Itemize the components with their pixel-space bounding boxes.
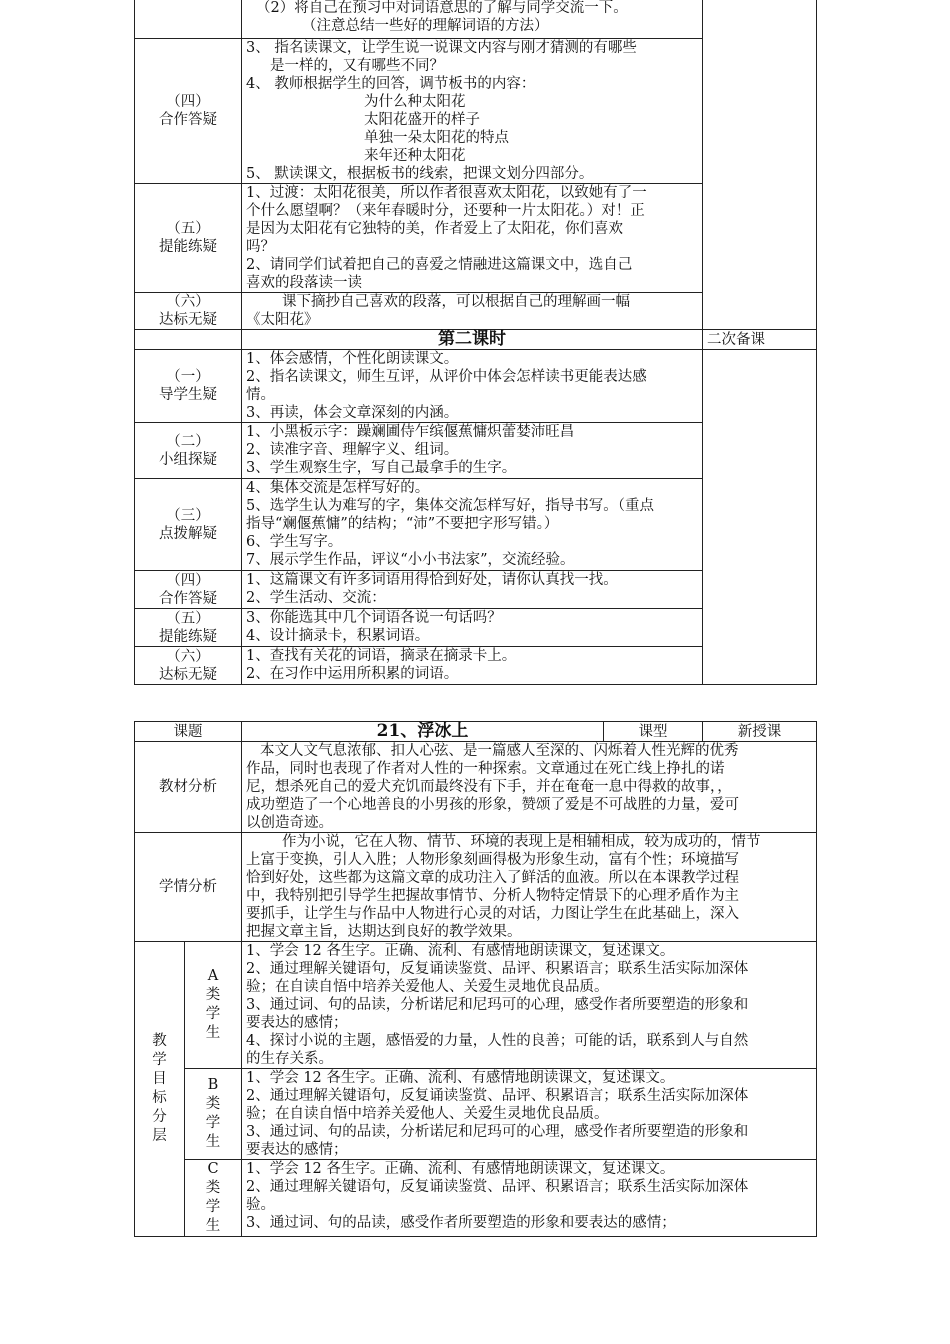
text-line: 太阳花盛开的样子 xyxy=(364,112,480,128)
text-line: 2、指名读课文，师生互评，从评价中体会怎样读书更能表达感 xyxy=(246,369,647,385)
text-line: 1、查找有关花的词语，摘录在摘录卡上。 xyxy=(246,648,517,664)
side-cell xyxy=(703,350,817,685)
text-line: 的生存关系。 xyxy=(246,1051,333,1067)
text-line: 4、 教师根据学生的回答，调节板书的内容： xyxy=(246,76,536,92)
text-line: 成功塑造了一个心地善良的小男孩的形象，赞颂了爱是不可战胜的力量，爱可 xyxy=(246,797,739,813)
text-line: 单独一朵太阳花的特点 xyxy=(364,130,509,146)
group-content-b xyxy=(242,1069,817,1160)
text-line: 5、选学生认为难写的字，集体交流怎样写好，指导书写。（重点 xyxy=(246,498,654,514)
step-name: 点拨解疑 xyxy=(159,525,217,542)
step-row xyxy=(135,350,817,423)
step-name: 导学生疑 xyxy=(159,387,217,403)
text-line: 1、过渡：太阳花很美，所以作者很喜欢太阳花，以致她有了一 xyxy=(246,185,647,201)
text-line: 2、通过理解关键语句，反复诵读鉴赏、品评、积累语言；联系生活实际加深体 xyxy=(246,1088,749,1104)
topic-title: 21、浮冰上 xyxy=(242,722,604,742)
step-name: 合作答疑 xyxy=(159,112,217,128)
step-num: （一） xyxy=(166,369,210,385)
text-line: 3、你能选其中几个词语各说一句话吗？ xyxy=(246,610,502,626)
text-line: 是一样的，又有哪些不同？ xyxy=(270,58,444,74)
text-line: （2）将自己在预习中对词语意思的了解与同学交流一下。 xyxy=(256,0,628,16)
text-line: 上富于变换，引人入胜；人物形象刻画得极为形象生动，富有个性；环境描写 xyxy=(246,852,739,868)
text-line: 尼，想杀死自己的爱犬充饥而最终没有下手，并在奄奄一息中得救的故事，， xyxy=(246,779,732,795)
text-line: 5、 默读课文，根据板书的线索，把课文划分四部分。 xyxy=(246,166,594,182)
step-content xyxy=(242,184,703,293)
text-line: 个什么愿望啊？（来年春暖时分，还要种一片太阳花。）对！正 xyxy=(246,203,645,219)
lesson-header-row xyxy=(135,330,817,350)
text-line: 1、小黑板示字：躁斓圃侍乍缤偃蕉慵炽蕾婪沛旺昌 xyxy=(246,424,575,440)
text-line: 4、集体交流是怎样写好的。 xyxy=(246,480,430,496)
text-line: （注意总结一些好的理解词语的方法） xyxy=(302,18,549,34)
text-line: 3、通过词、句的品读，分析诺尼和尼玛可的心理，感受作者所要塑造的形象和 xyxy=(246,1124,749,1140)
text-line: 本文人文气息浓郁、扣人心弦、是一篇感人至深的、闪烁着人性光辉的优秀 xyxy=(260,743,739,759)
text-line: 1、学会 12 各生字。正确、流利、有感情地朗读课文，复述课文。 xyxy=(246,943,675,959)
text-line: 要表达的感情； xyxy=(246,1015,348,1031)
text-line: 3、学生观察生字，写自己最拿手的生字。 xyxy=(246,460,517,476)
text-line: 3、通过词、句的品读，感受作者所要塑造的形象和要表达的感情； xyxy=(246,1215,676,1231)
plan-table xyxy=(134,721,817,1237)
text-line: 课下摘抄自己喜欢的段落，可以根据自己的理解画一幅 xyxy=(282,294,630,310)
text-line: 1、学会 12 各生字。正确、流利、有感情地朗读课文，复述课文。 xyxy=(246,1070,675,1086)
learner-content xyxy=(242,833,817,942)
step-content xyxy=(242,571,703,609)
step-label xyxy=(135,39,242,184)
text-line: 3、再读，体会文章深刻的内涵。 xyxy=(246,405,459,421)
step-content xyxy=(242,609,703,647)
text-line: 2、读准字音、理解字义、组词。 xyxy=(246,442,459,458)
group-label-c: C 类 学 生 xyxy=(185,1160,242,1237)
goals-label: 教 学 目 标 分 层 xyxy=(135,942,185,1237)
step-num: （五） xyxy=(166,221,210,237)
text-line: 2、学生活动、交流： xyxy=(246,590,386,606)
text-line: 3、通过词、句的品读，分析诺尼和尼玛可的心理，感受作者所要塑造的形象和 xyxy=(246,997,749,1013)
step-label xyxy=(135,350,242,423)
step-num: （四） xyxy=(166,572,210,589)
group-label-a: A 类 学 生 xyxy=(185,942,242,1069)
step-content xyxy=(242,423,703,479)
step-label xyxy=(135,647,242,685)
goal-row-b xyxy=(135,1069,817,1160)
step-content xyxy=(242,350,703,423)
step-content xyxy=(242,647,703,685)
step-label xyxy=(135,479,242,571)
goal-row-c xyxy=(135,1160,817,1237)
text-line: 来年还种太阳花 xyxy=(364,148,466,164)
side-label: 二次备课 xyxy=(703,330,817,350)
text-line: 恰到好处，这些都为这篇文章的成功注入了鲜活的血液。所以在本课教学过程 xyxy=(246,870,739,886)
step-content xyxy=(242,293,703,330)
type-value: 新授课 xyxy=(703,722,817,742)
learner-label: 学情分析 xyxy=(135,833,242,942)
continuation-row xyxy=(135,0,817,39)
text-line: 中，我特别把引导学生把握故事情节、分析人物特定情景下的心理矛盾作为主 xyxy=(246,888,739,904)
text-line: 2、在习作中运用所积累的词语。 xyxy=(246,666,459,682)
text-line: 为什么种太阳花 xyxy=(364,94,466,110)
group-content-c xyxy=(242,1160,817,1237)
text-line: 2、通过理解关键语句，反复诵读鉴赏、品评、积累语言；联系生活实际加深体 xyxy=(246,1179,749,1195)
text-line: 吗？ xyxy=(246,239,275,255)
text-line: 作为小说，它在人物、情节、环境的表现上是相辅相成，较为成功的，情节 xyxy=(282,834,761,850)
step-num: （六） xyxy=(166,294,210,310)
step-name: 提能练疑 xyxy=(159,239,217,255)
lesson-title: 第二课时 xyxy=(242,330,703,350)
text-line: 情。 xyxy=(246,387,275,403)
step-name: 提能练疑 xyxy=(159,628,217,645)
topic-label: 课题 xyxy=(135,722,242,742)
step-num: （五） xyxy=(166,610,210,627)
step-num: （三） xyxy=(166,507,210,524)
step-label xyxy=(135,571,242,609)
step-name: 达标无疑 xyxy=(159,666,217,683)
step-num: （二） xyxy=(166,433,210,450)
text-line: 2、请同学们试着把自己的喜爱之情融进这篇课文中，选自己 xyxy=(246,257,633,273)
analysis-content xyxy=(242,742,817,833)
text-line: 1、这篇课文有许多词语用得恰到好处，请你认真找一找。 xyxy=(246,572,618,588)
text-line: 把握文章主旨，达期达到良好的教学效果。 xyxy=(246,924,522,940)
step-content xyxy=(242,479,703,571)
text-line: 验；在自读自悟中培养关爱他人、关爱生灵地优良品质。 xyxy=(246,979,609,995)
step-label xyxy=(135,293,242,330)
text-line: 要抓手，让学生与作品中人物进行心灵的对话，力图让学生在此基础上，深入 xyxy=(246,906,739,922)
text-line: 4、设计摘录卡，积累词语。 xyxy=(246,628,430,644)
side-cell xyxy=(703,0,817,330)
type-label: 课型 xyxy=(604,722,703,742)
continuation-text xyxy=(242,0,703,39)
group-label-b: B 类 学 生 xyxy=(185,1069,242,1160)
step-name: 达标无疑 xyxy=(159,312,217,328)
text-line: 3、 指名读课文，让学生说一说课文内容与刚才猜测的有哪些 xyxy=(246,40,637,56)
text-line: 7、展示学生作品，评议“小小书法家”，交流经验。 xyxy=(246,552,575,568)
step-name: 小组探疑 xyxy=(159,451,217,468)
lesson-table xyxy=(134,0,817,685)
text-line: 以创造奇迹。 xyxy=(246,815,333,831)
step-name: 合作答疑 xyxy=(159,590,217,607)
text-line: 验；在自读自悟中培养关爱他人、关爱生灵地优良品质。 xyxy=(246,1106,609,1122)
text-line: 2、通过理解关键语句，反复诵读鉴赏、品评、积累语言；联系生活实际加深体 xyxy=(246,961,749,977)
text-line: 喜欢的段落读一读 xyxy=(246,275,362,291)
text-line: 指导“斓偃蕉慵”的结构；“沛”不要把字形写错。） xyxy=(246,516,559,532)
step-content xyxy=(242,39,703,184)
text-line: 验。 xyxy=(246,1197,275,1213)
text-line: 《太阳花》 xyxy=(246,312,319,328)
step-label xyxy=(135,609,242,647)
text-line: 要表达的感情； xyxy=(246,1142,348,1158)
step-num: （六） xyxy=(166,648,210,665)
step-num: （四） xyxy=(166,94,210,110)
analysis-row xyxy=(135,742,817,833)
analysis-label: 教材分析 xyxy=(135,742,242,833)
learner-row xyxy=(135,833,817,942)
step-label xyxy=(135,423,242,479)
text-line: 作品，同时也表现了作者对人性的一种探索。文章通过在死亡线上挣扎的诺 xyxy=(246,761,725,777)
text-line: 是因为太阳花有它独特的美，作者爱上了太阳花，你们喜欢 xyxy=(246,221,623,237)
goal-row-a xyxy=(135,942,817,1069)
plan-header-row xyxy=(135,722,817,742)
text-line: 4、探讨小说的主题，感悟爱的力量，人性的良善；可能的话，联系到人与自然 xyxy=(246,1033,749,1049)
text-line: 6、学生写字。 xyxy=(246,534,343,550)
step-label xyxy=(135,184,242,293)
text-line: 1、学会 12 各生字。正确、流利、有感情地朗读课文，复述课文。 xyxy=(246,1161,675,1177)
group-content-a xyxy=(242,942,817,1069)
text-line: 1、体会感情，个性化朗读课文。 xyxy=(246,351,459,367)
